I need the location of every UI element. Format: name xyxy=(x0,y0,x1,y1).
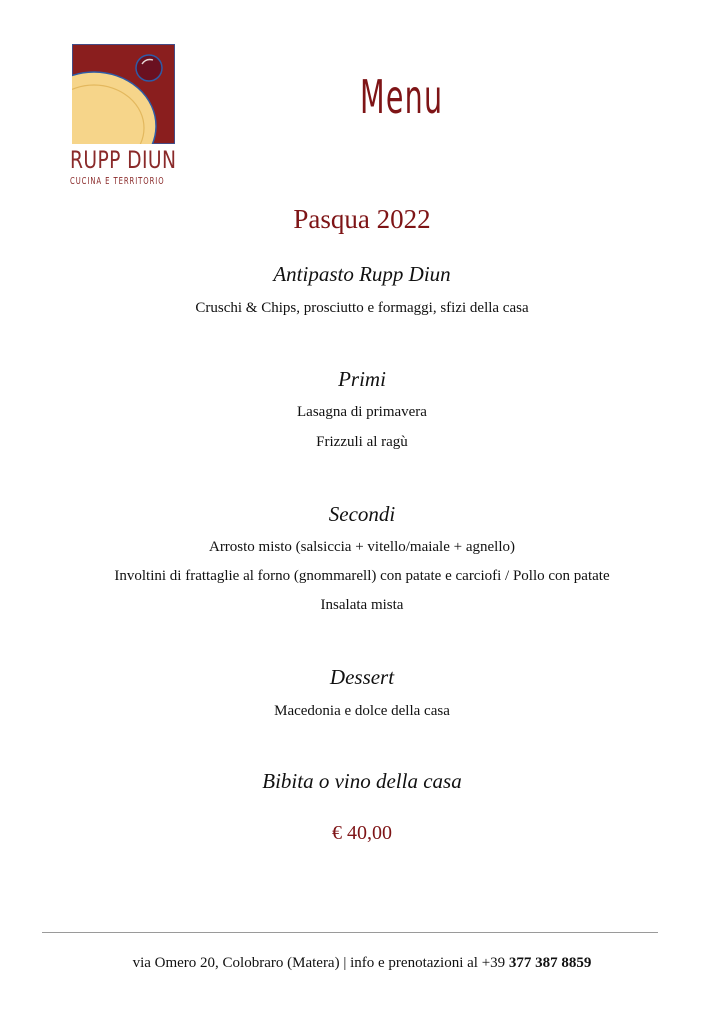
menu-title: Menu xyxy=(360,70,444,124)
section-title-antipasto: Antipasto Rupp Diun xyxy=(273,262,451,286)
dish-item: Lasagna di primavera xyxy=(297,404,427,420)
footer-address: via Omero 20, Colobraro (Matera) | info e prenotazioni al +39 xyxy=(132,955,509,971)
section-title-secondi: Secondi xyxy=(328,502,396,526)
dish-item: Involtini di frattaglie al forno (gnommarell) con patate e carciofi / Pollo con patate xyxy=(114,568,610,584)
section-title-primi: Primi xyxy=(338,367,386,391)
dish-item: Insalata mista xyxy=(320,597,404,613)
drink-line: Bibita o vino della casa xyxy=(262,769,462,793)
dish-item: Arrosto misto (salsiccia + vitello/maiale + agnello) xyxy=(208,539,515,555)
footer xyxy=(0,955,724,972)
logo-tagline: CUCINA E TERRITORIO xyxy=(70,176,165,187)
price: € 40,00 xyxy=(332,822,392,844)
section-title-dessert: Dessert xyxy=(329,665,395,689)
dish-item: Frizzuli al ragù xyxy=(316,434,408,450)
dish-item: Cruschi & Chips, prosciutto e formaggi, sfizi della casa xyxy=(195,300,529,316)
pizza-plate-logo-icon xyxy=(72,44,175,144)
dish-item: Macedonia e dolce della casa xyxy=(274,703,450,719)
footer-phone: 377 387 8859 xyxy=(508,955,592,971)
event-title: Pasqua 2022 xyxy=(293,204,431,234)
footer-divider xyxy=(42,932,658,933)
logo-name: RUPP DIUN xyxy=(70,146,177,174)
